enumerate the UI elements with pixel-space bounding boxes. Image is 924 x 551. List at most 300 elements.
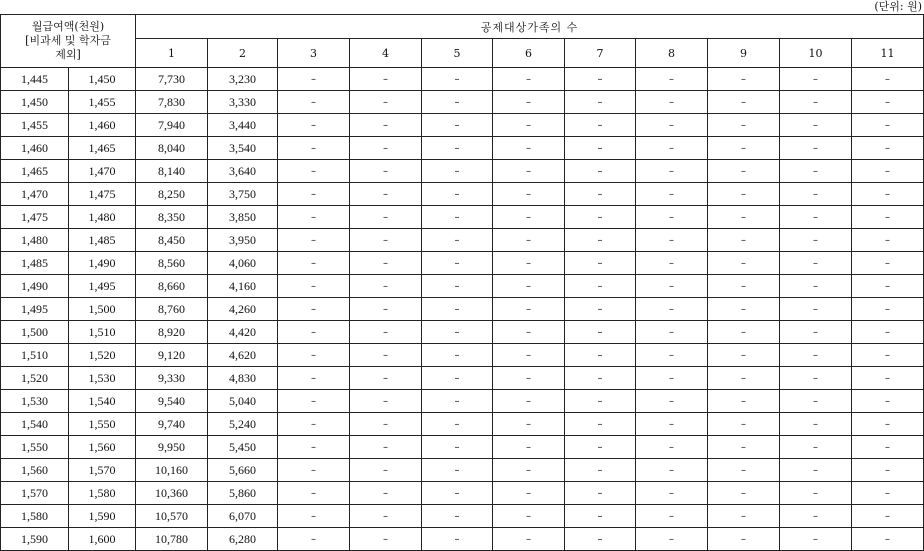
empty-cell-family-10: – bbox=[780, 367, 852, 390]
empty-cell-family-3: – bbox=[278, 505, 350, 528]
empty-cell-family-3: – bbox=[278, 206, 350, 229]
empty-cell-family-6: – bbox=[493, 160, 565, 183]
empty-cell-family-7: – bbox=[565, 505, 636, 528]
withholding-tax-table bbox=[0, 14, 924, 551]
tax-family-1-cell: 9,950 bbox=[136, 436, 208, 459]
empty-cell-family-5: – bbox=[422, 390, 493, 413]
tax-family-1-cell: 8,660 bbox=[136, 275, 208, 298]
empty-cell-family-10: – bbox=[780, 137, 852, 160]
empty-cell-family-9: – bbox=[708, 298, 780, 321]
empty-cell-family-4: – bbox=[350, 298, 422, 321]
empty-cell-family-3: – bbox=[278, 367, 350, 390]
empty-cell-family-9: – bbox=[708, 482, 780, 505]
empty-cell-family-10: – bbox=[780, 183, 852, 206]
empty-cell-family-5: – bbox=[422, 137, 493, 160]
empty-cell-family-8: – bbox=[636, 68, 708, 91]
empty-cell-family-9: – bbox=[708, 459, 780, 482]
empty-cell-family-11: – bbox=[852, 367, 924, 390]
empty-cell-family-10: – bbox=[780, 91, 852, 114]
empty-cell-family-7: – bbox=[565, 390, 636, 413]
empty-cell-family-3: – bbox=[278, 137, 350, 160]
salary-from-cell: 1,490 bbox=[1, 275, 69, 298]
tax-family-1-cell: 8,450 bbox=[136, 229, 208, 252]
table-row bbox=[1, 321, 924, 344]
salary-from-cell: 1,495 bbox=[1, 298, 69, 321]
family-count-4: 4 bbox=[350, 39, 422, 68]
empty-cell-family-8: – bbox=[636, 252, 708, 275]
empty-cell-family-7: – bbox=[565, 137, 636, 160]
tax-family-1-cell: 8,920 bbox=[136, 321, 208, 344]
empty-cell-family-4: – bbox=[350, 344, 422, 367]
empty-cell-family-11: – bbox=[852, 528, 924, 551]
tax-family-2-cell: 3,750 bbox=[208, 183, 278, 206]
table-row bbox=[1, 252, 924, 275]
table-row bbox=[1, 413, 924, 436]
empty-cell-family-10: – bbox=[780, 413, 852, 436]
empty-cell-family-11: – bbox=[852, 160, 924, 183]
empty-cell-family-3: – bbox=[278, 160, 350, 183]
tax-family-2-cell: 4,260 bbox=[208, 298, 278, 321]
tax-family-1-cell: 10,780 bbox=[136, 528, 208, 551]
empty-cell-family-3: – bbox=[278, 68, 350, 91]
empty-cell-family-9: – bbox=[708, 183, 780, 206]
salary-to-cell: 1,500 bbox=[69, 298, 136, 321]
tax-family-1-cell: 8,040 bbox=[136, 137, 208, 160]
salary-from-cell: 1,460 bbox=[1, 137, 69, 160]
empty-cell-family-8: – bbox=[636, 206, 708, 229]
empty-cell-family-5: – bbox=[422, 459, 493, 482]
empty-cell-family-10: – bbox=[780, 114, 852, 137]
empty-cell-family-6: – bbox=[493, 91, 565, 114]
table-row bbox=[1, 229, 924, 252]
tax-family-1-cell: 10,160 bbox=[136, 459, 208, 482]
empty-cell-family-6: – bbox=[493, 68, 565, 91]
empty-cell-family-9: – bbox=[708, 68, 780, 91]
empty-cell-family-5: – bbox=[422, 91, 493, 114]
salary-to-cell: 1,570 bbox=[69, 459, 136, 482]
tax-family-2-cell: 3,640 bbox=[208, 160, 278, 183]
empty-cell-family-11: – bbox=[852, 229, 924, 252]
empty-cell-family-7: – bbox=[565, 528, 636, 551]
empty-cell-family-7: – bbox=[565, 68, 636, 91]
empty-cell-family-11: – bbox=[852, 298, 924, 321]
empty-cell-family-3: – bbox=[278, 252, 350, 275]
tax-family-2-cell: 3,230 bbox=[208, 68, 278, 91]
salary-header-line1: 월급여액(천원) bbox=[31, 20, 105, 33]
tax-family-2-cell: 3,540 bbox=[208, 137, 278, 160]
empty-cell-family-11: – bbox=[852, 390, 924, 413]
empty-cell-family-4: – bbox=[350, 206, 422, 229]
empty-cell-family-7: – bbox=[565, 160, 636, 183]
table-row bbox=[1, 137, 924, 160]
table-row bbox=[1, 206, 924, 229]
tax-family-1-cell: 10,360 bbox=[136, 482, 208, 505]
empty-cell-family-8: – bbox=[636, 183, 708, 206]
empty-cell-family-8: – bbox=[636, 91, 708, 114]
empty-cell-family-6: – bbox=[493, 390, 565, 413]
empty-cell-family-3: – bbox=[278, 298, 350, 321]
tax-family-1-cell: 8,760 bbox=[136, 298, 208, 321]
empty-cell-family-4: – bbox=[350, 436, 422, 459]
empty-cell-family-3: – bbox=[278, 528, 350, 551]
empty-cell-family-10: – bbox=[780, 206, 852, 229]
table-row bbox=[1, 183, 924, 206]
salary-from-cell: 1,500 bbox=[1, 321, 69, 344]
empty-cell-family-4: – bbox=[350, 482, 422, 505]
table-row bbox=[1, 528, 924, 551]
empty-cell-family-11: – bbox=[852, 275, 924, 298]
tax-family-2-cell: 3,440 bbox=[208, 114, 278, 137]
empty-cell-family-7: – bbox=[565, 275, 636, 298]
empty-cell-family-10: – bbox=[780, 68, 852, 91]
empty-cell-family-8: – bbox=[636, 505, 708, 528]
empty-cell-family-11: – bbox=[852, 137, 924, 160]
empty-cell-family-10: – bbox=[780, 321, 852, 344]
tax-family-2-cell: 3,330 bbox=[208, 91, 278, 114]
empty-cell-family-11: – bbox=[852, 68, 924, 91]
empty-cell-family-6: – bbox=[493, 344, 565, 367]
tax-family-1-cell: 9,540 bbox=[136, 390, 208, 413]
tax-family-1-cell: 7,940 bbox=[136, 114, 208, 137]
empty-cell-family-8: – bbox=[636, 137, 708, 160]
tax-family-2-cell: 5,450 bbox=[208, 436, 278, 459]
salary-from-cell: 1,465 bbox=[1, 160, 69, 183]
empty-cell-family-8: – bbox=[636, 436, 708, 459]
salary-to-cell: 1,470 bbox=[69, 160, 136, 183]
empty-cell-family-9: – bbox=[708, 528, 780, 551]
empty-cell-family-5: – bbox=[422, 298, 493, 321]
table-row bbox=[1, 482, 924, 505]
empty-cell-family-4: – bbox=[350, 321, 422, 344]
empty-cell-family-6: – bbox=[493, 298, 565, 321]
tax-family-1-cell: 8,250 bbox=[136, 183, 208, 206]
empty-cell-family-11: – bbox=[852, 183, 924, 206]
empty-cell-family-4: – bbox=[350, 137, 422, 160]
salary-from-cell: 1,455 bbox=[1, 114, 69, 137]
empty-cell-family-3: – bbox=[278, 275, 350, 298]
empty-cell-family-6: – bbox=[493, 413, 565, 436]
family-count-1: 1 bbox=[136, 39, 208, 68]
empty-cell-family-11: – bbox=[852, 436, 924, 459]
salary-from-cell: 1,470 bbox=[1, 183, 69, 206]
tax-family-2-cell: 3,850 bbox=[208, 206, 278, 229]
empty-cell-family-8: – bbox=[636, 459, 708, 482]
empty-cell-family-6: – bbox=[493, 275, 565, 298]
empty-cell-family-10: – bbox=[780, 275, 852, 298]
empty-cell-family-4: – bbox=[350, 528, 422, 551]
empty-cell-family-5: – bbox=[422, 275, 493, 298]
salary-from-cell: 1,550 bbox=[1, 436, 69, 459]
tax-family-1-cell: 8,350 bbox=[136, 206, 208, 229]
salary-from-cell: 1,570 bbox=[1, 482, 69, 505]
salary-from-cell: 1,520 bbox=[1, 367, 69, 390]
empty-cell-family-3: – bbox=[278, 321, 350, 344]
empty-cell-family-6: – bbox=[493, 505, 565, 528]
empty-cell-family-8: – bbox=[636, 160, 708, 183]
empty-cell-family-9: – bbox=[708, 436, 780, 459]
empty-cell-family-4: – bbox=[350, 367, 422, 390]
family-count-3: 3 bbox=[278, 39, 350, 68]
empty-cell-family-10: – bbox=[780, 436, 852, 459]
empty-cell-family-9: – bbox=[708, 206, 780, 229]
tax-family-2-cell: 5,860 bbox=[208, 482, 278, 505]
empty-cell-family-9: – bbox=[708, 344, 780, 367]
empty-cell-family-6: – bbox=[493, 252, 565, 275]
family-count-9: 9 bbox=[708, 39, 780, 68]
empty-cell-family-9: – bbox=[708, 229, 780, 252]
empty-cell-family-8: – bbox=[636, 390, 708, 413]
tax-family-2-cell: 5,040 bbox=[208, 390, 278, 413]
empty-cell-family-8: – bbox=[636, 482, 708, 505]
empty-cell-family-8: – bbox=[636, 413, 708, 436]
family-count-11: 11 bbox=[852, 39, 924, 68]
empty-cell-family-9: – bbox=[708, 160, 780, 183]
empty-cell-family-10: – bbox=[780, 298, 852, 321]
empty-cell-family-7: – bbox=[565, 482, 636, 505]
empty-cell-family-10: – bbox=[780, 160, 852, 183]
salary-from-cell: 1,480 bbox=[1, 229, 69, 252]
empty-cell-family-6: – bbox=[493, 436, 565, 459]
salary-from-cell: 1,510 bbox=[1, 344, 69, 367]
table-row bbox=[1, 459, 924, 482]
table-row bbox=[1, 275, 924, 298]
salary-to-cell: 1,520 bbox=[69, 344, 136, 367]
empty-cell-family-4: – bbox=[350, 91, 422, 114]
family-count-10: 10 bbox=[780, 39, 852, 68]
empty-cell-family-9: – bbox=[708, 390, 780, 413]
salary-from-cell: 1,530 bbox=[1, 390, 69, 413]
salary-to-cell: 1,450 bbox=[69, 68, 136, 91]
empty-cell-family-4: – bbox=[350, 68, 422, 91]
empty-cell-family-10: – bbox=[780, 344, 852, 367]
empty-cell-family-3: – bbox=[278, 413, 350, 436]
tax-family-2-cell: 3,950 bbox=[208, 229, 278, 252]
empty-cell-family-9: – bbox=[708, 505, 780, 528]
salary-from-cell: 1,445 bbox=[1, 68, 69, 91]
family-count-7: 7 bbox=[565, 39, 636, 68]
empty-cell-family-7: – bbox=[565, 206, 636, 229]
salary-to-cell: 1,560 bbox=[69, 436, 136, 459]
table-row bbox=[1, 68, 924, 91]
salary-from-cell: 1,450 bbox=[1, 91, 69, 114]
empty-cell-family-6: – bbox=[493, 137, 565, 160]
table-row bbox=[1, 390, 924, 413]
empty-cell-family-4: – bbox=[350, 252, 422, 275]
empty-cell-family-8: – bbox=[636, 275, 708, 298]
empty-cell-family-10: – bbox=[780, 459, 852, 482]
tax-family-1-cell: 8,560 bbox=[136, 252, 208, 275]
family-count-2: 2 bbox=[208, 39, 278, 68]
tax-family-2-cell: 4,060 bbox=[208, 252, 278, 275]
empty-cell-family-3: – bbox=[278, 482, 350, 505]
empty-cell-family-4: – bbox=[350, 183, 422, 206]
empty-cell-family-3: – bbox=[278, 436, 350, 459]
empty-cell-family-8: – bbox=[636, 229, 708, 252]
empty-cell-family-5: – bbox=[422, 114, 493, 137]
salary-to-cell: 1,490 bbox=[69, 252, 136, 275]
empty-cell-family-9: – bbox=[708, 114, 780, 137]
empty-cell-family-6: – bbox=[493, 114, 565, 137]
empty-cell-family-5: – bbox=[422, 68, 493, 91]
empty-cell-family-10: – bbox=[780, 229, 852, 252]
empty-cell-family-11: – bbox=[852, 344, 924, 367]
empty-cell-family-4: – bbox=[350, 390, 422, 413]
empty-cell-family-8: – bbox=[636, 321, 708, 344]
salary-to-cell: 1,530 bbox=[69, 367, 136, 390]
empty-cell-family-3: – bbox=[278, 114, 350, 137]
empty-cell-family-5: – bbox=[422, 252, 493, 275]
family-count-5: 5 bbox=[422, 39, 493, 68]
empty-cell-family-9: – bbox=[708, 91, 780, 114]
empty-cell-family-6: – bbox=[493, 229, 565, 252]
empty-cell-family-4: – bbox=[350, 229, 422, 252]
empty-cell-family-7: – bbox=[565, 183, 636, 206]
empty-cell-family-3: – bbox=[278, 344, 350, 367]
empty-cell-family-7: – bbox=[565, 436, 636, 459]
empty-cell-family-5: – bbox=[422, 482, 493, 505]
table-row bbox=[1, 114, 924, 137]
salary-to-cell: 1,590 bbox=[69, 505, 136, 528]
salary-to-cell: 1,460 bbox=[69, 114, 136, 137]
empty-cell-family-4: – bbox=[350, 275, 422, 298]
salary-to-cell: 1,480 bbox=[69, 206, 136, 229]
tax-family-1-cell: 9,120 bbox=[136, 344, 208, 367]
salary-to-cell: 1,510 bbox=[69, 321, 136, 344]
tax-family-2-cell: 4,420 bbox=[208, 321, 278, 344]
tax-family-2-cell: 4,620 bbox=[208, 344, 278, 367]
empty-cell-family-10: – bbox=[780, 505, 852, 528]
empty-cell-family-5: – bbox=[422, 160, 493, 183]
empty-cell-family-9: – bbox=[708, 321, 780, 344]
tax-family-1-cell: 9,330 bbox=[136, 367, 208, 390]
salary-from-cell: 1,540 bbox=[1, 413, 69, 436]
table-row bbox=[1, 505, 924, 528]
empty-cell-family-4: – bbox=[350, 459, 422, 482]
empty-cell-family-11: – bbox=[852, 459, 924, 482]
empty-cell-family-10: – bbox=[780, 528, 852, 551]
tax-family-2-cell: 4,830 bbox=[208, 367, 278, 390]
tax-family-2-cell: 4,160 bbox=[208, 275, 278, 298]
table-row bbox=[1, 298, 924, 321]
salary-to-cell: 1,465 bbox=[69, 137, 136, 160]
tax-family-1-cell: 8,140 bbox=[136, 160, 208, 183]
empty-cell-family-5: – bbox=[422, 183, 493, 206]
salary-to-cell: 1,600 bbox=[69, 528, 136, 551]
salary-to-cell: 1,540 bbox=[69, 390, 136, 413]
empty-cell-family-6: – bbox=[493, 183, 565, 206]
salary-to-cell: 1,495 bbox=[69, 275, 136, 298]
empty-cell-family-8: – bbox=[636, 528, 708, 551]
empty-cell-family-7: – bbox=[565, 298, 636, 321]
table-row bbox=[1, 91, 924, 114]
empty-cell-family-3: – bbox=[278, 91, 350, 114]
table-row bbox=[1, 160, 924, 183]
salary-range-header bbox=[1, 15, 136, 68]
empty-cell-family-11: – bbox=[852, 505, 924, 528]
empty-cell-family-5: – bbox=[422, 505, 493, 528]
salary-from-cell: 1,560 bbox=[1, 459, 69, 482]
empty-cell-family-9: – bbox=[708, 367, 780, 390]
empty-cell-family-11: – bbox=[852, 114, 924, 137]
empty-cell-family-7: – bbox=[565, 413, 636, 436]
tax-family-2-cell: 5,660 bbox=[208, 459, 278, 482]
empty-cell-family-9: – bbox=[708, 252, 780, 275]
family-count-header: 공제대상가족의 수 bbox=[136, 15, 924, 39]
salary-to-cell: 1,550 bbox=[69, 413, 136, 436]
salary-header-line2: [비과세 및 학자금 bbox=[25, 34, 111, 47]
empty-cell-family-8: – bbox=[636, 367, 708, 390]
family-count-6: 6 bbox=[493, 39, 565, 68]
salary-to-cell: 1,455 bbox=[69, 91, 136, 114]
empty-cell-family-4: – bbox=[350, 505, 422, 528]
empty-cell-family-7: – bbox=[565, 252, 636, 275]
empty-cell-family-7: – bbox=[565, 459, 636, 482]
empty-cell-family-6: – bbox=[493, 482, 565, 505]
salary-from-cell: 1,590 bbox=[1, 528, 69, 551]
empty-cell-family-7: – bbox=[565, 344, 636, 367]
family-count-8: 8 bbox=[636, 39, 708, 68]
salary-to-cell: 1,485 bbox=[69, 229, 136, 252]
empty-cell-family-7: – bbox=[565, 321, 636, 344]
salary-from-cell: 1,485 bbox=[1, 252, 69, 275]
empty-cell-family-11: – bbox=[852, 206, 924, 229]
tax-family-2-cell: 6,280 bbox=[208, 528, 278, 551]
empty-cell-family-3: – bbox=[278, 183, 350, 206]
salary-from-cell: 1,580 bbox=[1, 505, 69, 528]
empty-cell-family-10: – bbox=[780, 482, 852, 505]
empty-cell-family-3: – bbox=[278, 459, 350, 482]
unit-label: (단위: 원) bbox=[874, 0, 922, 13]
empty-cell-family-6: – bbox=[493, 206, 565, 229]
empty-cell-family-6: – bbox=[493, 367, 565, 390]
empty-cell-family-5: – bbox=[422, 344, 493, 367]
empty-cell-family-9: – bbox=[708, 413, 780, 436]
empty-cell-family-8: – bbox=[636, 344, 708, 367]
empty-cell-family-4: – bbox=[350, 114, 422, 137]
empty-cell-family-10: – bbox=[780, 252, 852, 275]
empty-cell-family-6: – bbox=[493, 321, 565, 344]
salary-from-cell: 1,475 bbox=[1, 206, 69, 229]
empty-cell-family-9: – bbox=[708, 137, 780, 160]
empty-cell-family-7: – bbox=[565, 367, 636, 390]
empty-cell-family-5: – bbox=[422, 367, 493, 390]
empty-cell-family-6: – bbox=[493, 459, 565, 482]
table-row bbox=[1, 367, 924, 390]
table-row bbox=[1, 436, 924, 459]
salary-header-line3: 제외] bbox=[55, 48, 81, 61]
tax-family-1-cell: 7,730 bbox=[136, 68, 208, 91]
empty-cell-family-3: – bbox=[278, 229, 350, 252]
empty-cell-family-11: – bbox=[852, 321, 924, 344]
empty-cell-family-9: – bbox=[708, 275, 780, 298]
empty-cell-family-3: – bbox=[278, 390, 350, 413]
salary-to-cell: 1,580 bbox=[69, 482, 136, 505]
empty-cell-family-11: – bbox=[852, 252, 924, 275]
empty-cell-family-5: – bbox=[422, 436, 493, 459]
tax-family-2-cell: 5,240 bbox=[208, 413, 278, 436]
empty-cell-family-7: – bbox=[565, 91, 636, 114]
empty-cell-family-7: – bbox=[565, 114, 636, 137]
table-row bbox=[1, 344, 924, 367]
empty-cell-family-8: – bbox=[636, 114, 708, 137]
empty-cell-family-5: – bbox=[422, 229, 493, 252]
tax-family-2-cell: 6,070 bbox=[208, 505, 278, 528]
salary-to-cell: 1,475 bbox=[69, 183, 136, 206]
empty-cell-family-11: – bbox=[852, 482, 924, 505]
tax-family-1-cell: 9,740 bbox=[136, 413, 208, 436]
family-count-row bbox=[1, 39, 924, 68]
empty-cell-family-5: – bbox=[422, 528, 493, 551]
